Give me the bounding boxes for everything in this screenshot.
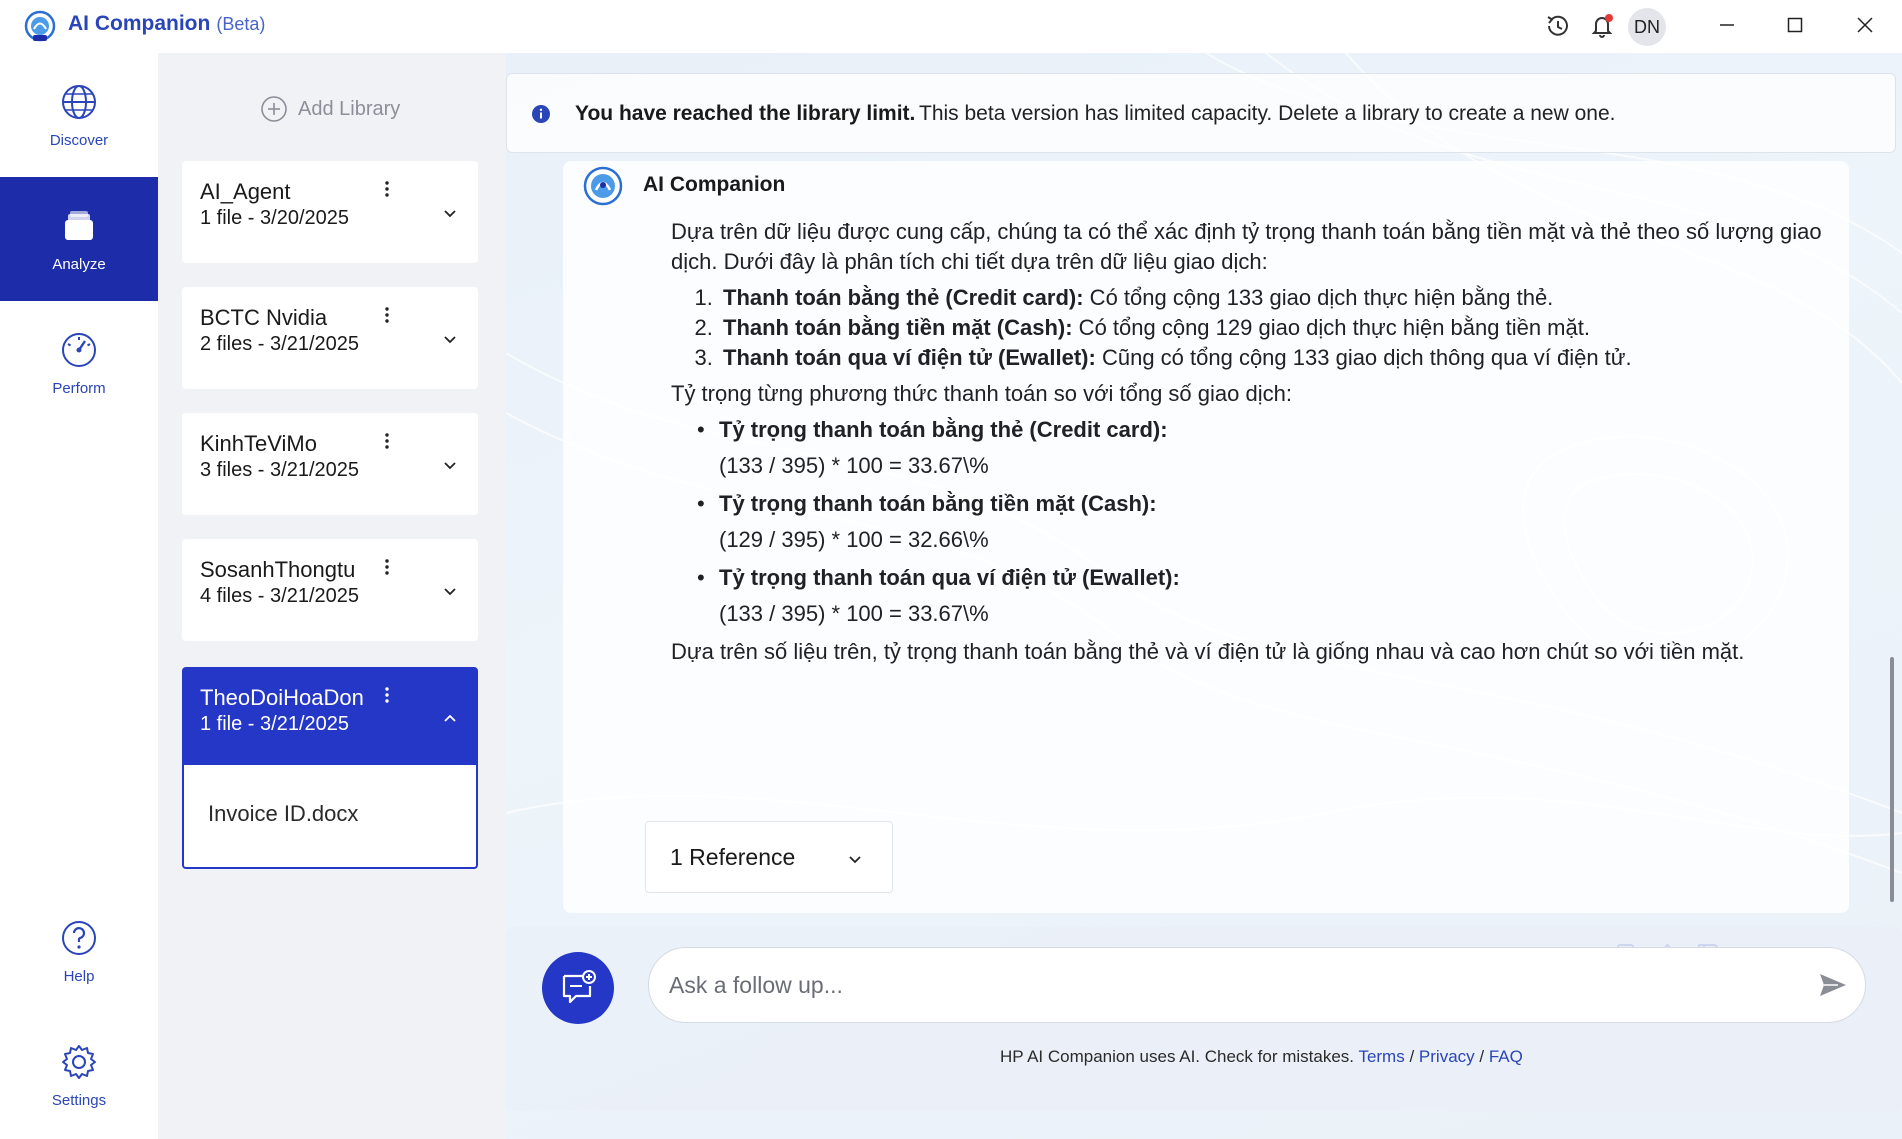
add-circle-icon xyxy=(260,95,288,123)
history-icon[interactable] xyxy=(1544,12,1572,40)
maximize-button[interactable] xyxy=(1780,10,1810,40)
faq-link[interactable]: FAQ xyxy=(1488,1047,1523,1066)
follow-up-input[interactable] xyxy=(648,947,1866,1023)
terms-link[interactable]: Terms xyxy=(1358,1047,1405,1066)
formula: (133 / 395) * 100 = 33.67\% xyxy=(719,453,989,478)
chevron-down-icon[interactable] xyxy=(440,581,460,601)
chat-add-icon xyxy=(558,968,598,1008)
ai-companion-avatar-icon xyxy=(583,166,623,206)
chevron-down-icon[interactable] xyxy=(440,329,460,349)
answer-conclusion: Dựa trên số liệu trên, tỷ trọng thanh toán bằng thẻ và ví điện tử là giống nhau và cao hơn chút so với tiền mặt. xyxy=(671,639,1745,664)
nav-item-analyze[interactable] xyxy=(0,177,158,301)
answer-card xyxy=(563,161,1849,913)
app-title-text: AI Companion xyxy=(68,12,211,35)
library-meta: 2 files - 3/21/2025 xyxy=(200,333,359,355)
main-area xyxy=(506,53,1902,1139)
list-item xyxy=(719,415,1831,481)
ratio-list xyxy=(719,415,1831,629)
library-name: BCTC Nvidia xyxy=(200,305,328,330)
list-item-bold: Tỷ trọng thanh toán qua ví điện tử (Ewallet): xyxy=(719,565,1180,590)
minimize-icon xyxy=(1719,17,1735,33)
disclaimer-text: HP AI Companion uses AI. Check for mistakes. xyxy=(1000,1047,1355,1066)
nav-item-help[interactable] xyxy=(0,889,158,1013)
nav-item-settings[interactable] xyxy=(0,1013,158,1137)
app-beta-label: (Beta) xyxy=(216,14,266,34)
library-limit-banner xyxy=(506,73,1896,153)
nav-label-analyze: Analyze xyxy=(52,255,106,273)
kebab-menu-icon[interactable] xyxy=(382,557,392,577)
list-item xyxy=(719,563,1831,629)
reference-dropdown[interactable] xyxy=(645,821,893,893)
maximize-icon xyxy=(1787,17,1803,33)
library-card-sosanhthongtu[interactable] xyxy=(182,539,478,641)
nav-label-discover: Discover xyxy=(49,131,109,149)
library-file-list xyxy=(182,765,478,869)
nav-item-perform[interactable] xyxy=(0,301,158,425)
library-card-ai-agent[interactable] xyxy=(182,161,478,263)
nav-item-discover[interactable] xyxy=(0,53,158,177)
nav-label-settings: Settings xyxy=(51,1091,107,1109)
kebab-menu-icon[interactable] xyxy=(382,685,392,705)
add-library-button[interactable] xyxy=(260,95,400,123)
list-item-bold: Thanh toán bằng tiền mặt (Cash): xyxy=(723,315,1073,340)
list-item-bold: Tỷ trọng thanh toán bằng tiền mặt (Cash): xyxy=(719,491,1157,516)
chevron-down-icon xyxy=(846,850,864,868)
add-library-label: Add Library xyxy=(298,97,401,120)
scrollbar[interactable] xyxy=(1890,657,1894,902)
library-name: KinhTeViMo xyxy=(200,431,317,456)
gear-icon xyxy=(59,1042,99,1082)
close-button[interactable] xyxy=(1850,10,1880,40)
file-item[interactable]: Invoice ID.docx xyxy=(208,801,359,826)
list-item xyxy=(719,489,1831,555)
formula: (133 / 395) * 100 = 33.67\% xyxy=(719,601,989,626)
composer xyxy=(506,927,1902,1111)
library-card-bctc-nvidia[interactable] xyxy=(182,287,478,389)
kebab-menu-icon[interactable] xyxy=(382,179,392,199)
nav-label-help: Help xyxy=(63,967,95,985)
chevron-up-icon[interactable] xyxy=(440,709,460,729)
answer-intro: Dựa trên dữ liệu được cung cấp, chúng ta có thể xác định tỷ trọng thanh toán bằng tiền mặt và thẻ theo số lượng giao dịch. Dưới đây là phân tích chi tiết dựa trên dữ liệu giao dịch: xyxy=(671,219,1822,274)
banner-title: You have reached the library limit. xyxy=(575,102,916,125)
new-chat-button[interactable] xyxy=(542,952,614,1024)
library-name: AI_Agent xyxy=(200,179,291,204)
help-icon xyxy=(59,918,99,958)
nav-rail xyxy=(0,53,158,1139)
send-icon[interactable] xyxy=(1818,972,1848,998)
answer-body xyxy=(671,217,1831,667)
ratio-heading: Tỷ trọng từng phương thức thanh toán so với tổng số giao dịch: xyxy=(671,381,1292,406)
link-separator: / xyxy=(1479,1047,1485,1066)
list-item-text: Có tổng cộng 129 giao dịch thực hiện bằng tiền mặt. xyxy=(1072,315,1590,340)
list-item-text: Cũng có tổng cộng 133 giao dịch thông qua ví điện tử. xyxy=(1095,345,1632,370)
close-icon xyxy=(1857,17,1873,33)
list-item xyxy=(719,283,1831,313)
reference-label: 1 Reference xyxy=(670,844,796,870)
library-card-kinhtevimo[interactable] xyxy=(182,413,478,515)
banner-message: This beta version has limited capacity. Delete a library to create a new one. xyxy=(919,102,1616,125)
info-icon xyxy=(531,104,551,124)
privacy-link[interactable]: Privacy xyxy=(1418,1047,1475,1066)
disclaimer xyxy=(1000,1047,1523,1067)
app-logo-icon xyxy=(24,10,56,42)
user-avatar[interactable]: DN xyxy=(1628,8,1666,46)
link-separator: / xyxy=(1409,1047,1415,1066)
kebab-menu-icon[interactable] xyxy=(382,305,392,325)
chevron-down-icon[interactable] xyxy=(440,455,460,475)
library-name: TheoDoiHoaDon xyxy=(200,685,364,710)
list-item-text: Có tổng cộng 133 giao dịch thực hiện bằng thẻ. xyxy=(1083,285,1554,310)
chevron-down-icon[interactable] xyxy=(440,203,460,223)
library-name: SosanhThongtu xyxy=(200,557,356,582)
library-panel xyxy=(158,53,506,1139)
list-item-bold: Thanh toán bằng thẻ (Credit card): xyxy=(723,285,1084,310)
title-bar xyxy=(0,0,1902,53)
nav-label-perform: Perform xyxy=(52,379,106,397)
library-meta: 3 files - 3/21/2025 xyxy=(200,459,359,481)
folder-icon xyxy=(59,206,99,246)
list-item-bold: Thanh toán qua ví điện tử (Ewallet): xyxy=(723,345,1096,370)
app-title xyxy=(68,12,265,36)
kebab-menu-icon[interactable] xyxy=(382,431,392,451)
formula: (129 / 395) * 100 = 32.66\% xyxy=(719,527,989,552)
library-card-theodoihoadon[interactable] xyxy=(182,667,478,769)
list-item xyxy=(719,313,1831,343)
list-item-bold: Tỷ trọng thanh toán bằng thẻ (Credit card): xyxy=(719,417,1168,442)
library-meta: 1 file - 3/20/2025 xyxy=(200,207,349,229)
library-meta: 1 file - 3/21/2025 xyxy=(200,713,349,735)
gauge-icon xyxy=(59,330,99,370)
payment-counts-list xyxy=(719,283,1831,373)
minimize-button[interactable] xyxy=(1712,10,1742,40)
list-item xyxy=(719,343,1831,373)
globe-icon xyxy=(59,82,99,122)
bell-icon[interactable] xyxy=(1588,12,1616,40)
library-meta: 4 files - 3/21/2025 xyxy=(200,585,359,607)
answer-author: AI Companion xyxy=(643,173,786,196)
